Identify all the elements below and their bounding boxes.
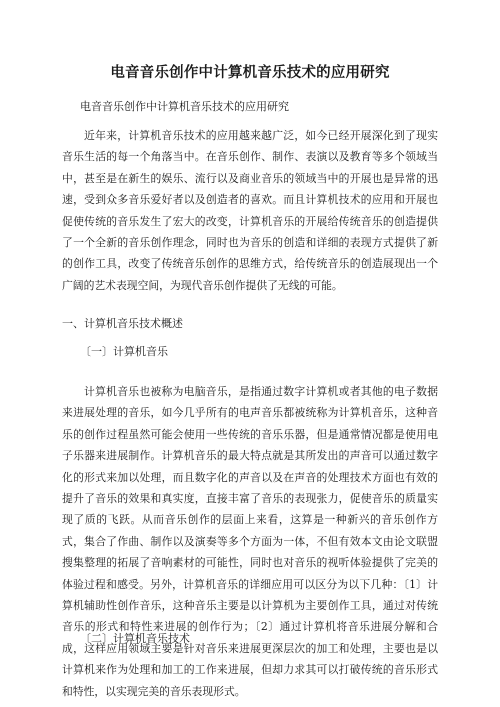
document-title: 电音音乐创作中计算机音乐技术的应用研究 — [110, 64, 390, 81]
document-subtitle: 电音音乐创作中计算机音乐技术的应用研究 — [80, 100, 289, 113]
subsection-heading-1-1: 〔一〕计算机音乐 — [80, 345, 168, 358]
computer-music-paragraph: 计算机音乐也被称为电脑音乐，是指通过数字计算机或者其他的电子数据来进展处理的音乐，如今几乎所有的电声音乐都被统称为计算机音乐，这种音乐的创作过程虽然可能会使用一些传统的音乐乐器，但是通常情况都是使用电子乐器来进展制作。计算机音乐的最大特点就是其所发出的声音可以通过数字化的形式来加以处理，而且数字化的声音以及在声音的处理技术方面也有效的提升了音乐的效果和真实度，直接丰富了音乐的表现张力，促使音乐的质量实现了质的飞跃。从而音乐创作的层面上来看，这算是一种新兴的音乐创作方式，集合了作曲、制作以及演奏等多个方面为一体，不但有效本文由论文联盟搜集整理的拓展了音响素材的可能性，同时也对音乐的视听体验提供了完美的体验过程和感受。另外，计算机音乐的详细应用可以区分为以下几种：〔1〕计算机辅助性创作音乐，这种音乐主要是以计算机为主要创作工具，通过对传统音乐的形式和特性来进展的创作行为；〔2〕通过计算机将音乐进展分解和合成，这样应用领域主要是针对音乐来进展更深层次的加工和处理，主要也是以计算机来作为处理和加工的工作来进展，但却力求其可以打破传统的音乐形式和特性，以实现完美的音乐表现形式。 — [62, 385, 438, 698]
section-heading-1: 一、计算机音乐技术概述 — [62, 317, 183, 330]
intro-paragraph: 近年来，计算机音乐技术的应用越来越广泛，如今已经开展深化到了现实音乐生活的每一个角落当中。在音乐创作、制作、表演以及教育等多个领域当中，甚至是在新生的娱乐、流行以及商业音乐的领域当中的开展也是异常的迅速，受到众多音乐爱好者以及创造者的喜欢。而且计算机技术的应用和开展也促使传统的音乐发生了宏大的改变，计算机音乐的开展给传统音乐的创造提供了一个全新的音乐创作理念，同时也为音乐的创造和详细的表现方式提供了新的创作工具，改变了传统音乐创作的思维方式，给传统音乐的创造展现出一个广阔的艺术表现空间，为现代音乐创作提供了无线的可能。 — [62, 129, 438, 292]
subsection-heading-1-2: 〔二〕计算机音乐技术 — [80, 632, 190, 645]
